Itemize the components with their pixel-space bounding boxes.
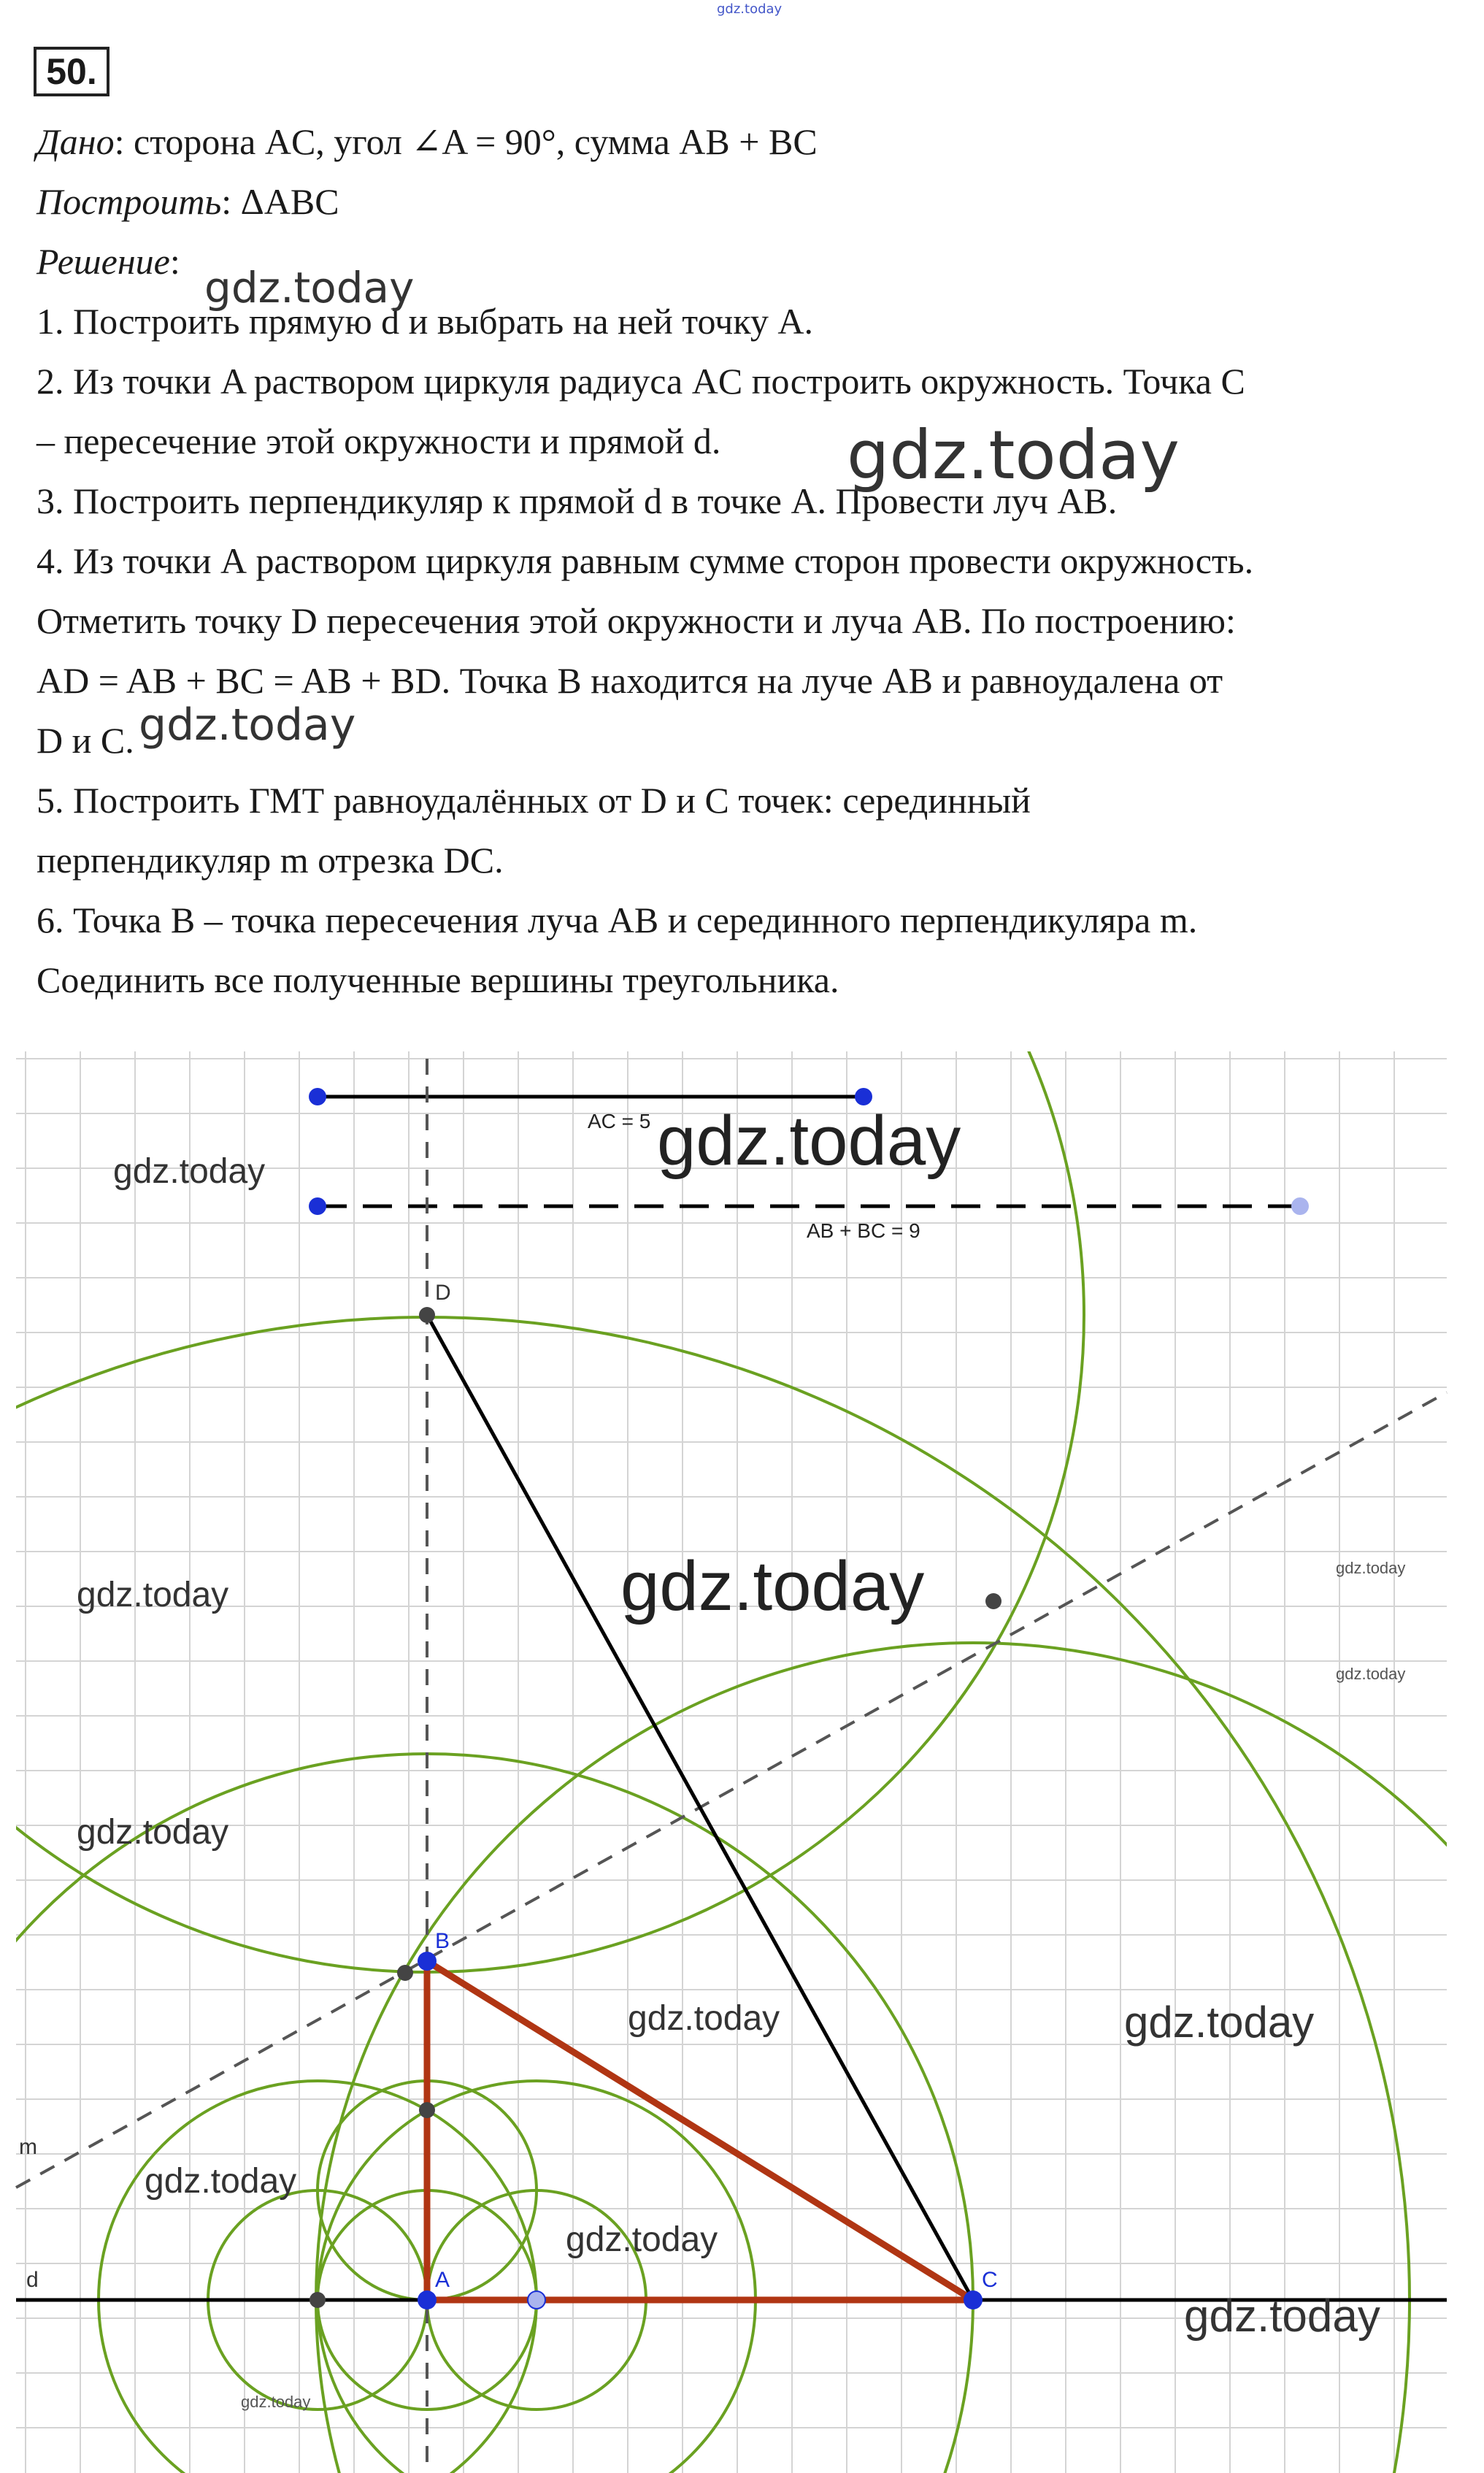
watermark: gdz.today: [1336, 1665, 1406, 1683]
label-c: C: [982, 2268, 998, 2292]
construction-figure: [0, 1051, 1484, 2473]
construct-label: Построить: [36, 181, 222, 222]
label-d: D: [435, 1281, 451, 1305]
label-a: A: [435, 2268, 450, 2292]
step-line: 3. Построить перпендикуляр к прямой d в точке A. Провести луч AB.: [36, 480, 1118, 521]
point-c: [964, 2290, 983, 2309]
segment-sum-label: AB + BC = 9: [807, 1219, 920, 1242]
point-left-on-d: [310, 2292, 326, 2308]
watermark: gdz.today: [847, 416, 1180, 494]
given-label: Дано: [36, 121, 115, 162]
point-d: [419, 1307, 435, 1323]
watermark: gdz.today: [1336, 1559, 1406, 1577]
watermark: gdz.today: [620, 1547, 925, 1625]
solution-line: [36, 241, 180, 282]
step-line: – пересечение этой окружности и прямой d.: [36, 421, 721, 461]
arc-circle-c: [316, 1643, 1484, 2473]
watermark: gdz.today: [657, 1102, 961, 1180]
point-small-circles-top: [419, 2102, 435, 2118]
label-line-m: m: [19, 2135, 37, 2159]
watermark: gdz.today: [566, 2220, 718, 2259]
segment-ac-label: AC = 5: [588, 1110, 651, 1132]
circle-ac-radius: [0, 1754, 973, 2473]
step-line: перпендикуляр m отрезка DC.: [36, 840, 504, 881]
point-intersection-left: [397, 1965, 413, 1981]
step-line: Отметить точку D пересечения этой окружности и луча AB. По построению:: [36, 600, 1236, 641]
watermark: gdz.today: [1124, 1998, 1315, 2047]
point-segment-sum-end: [1291, 1197, 1309, 1215]
watermark: gdz.today: [241, 2393, 311, 2411]
watermark: gdz.today: [113, 1152, 266, 1191]
watermark: gdz.today: [77, 1576, 229, 1614]
point-b: [418, 1952, 437, 1971]
watermark: gdz.today: [145, 2162, 297, 2201]
solution-colon: :: [169, 241, 180, 282]
point-segment-sum-start: [309, 1197, 326, 1215]
point-a: [418, 2290, 437, 2309]
step-line: AD = AB + BC = AB + BD. Точка B находится на луче AB и равноудалена от: [36, 660, 1223, 701]
watermark: gdz.today: [139, 699, 356, 751]
solution-label: Решение: [36, 241, 170, 282]
point-right-on-d: [528, 2291, 545, 2309]
step-line: 1. Построить прямую d и выбрать на ней точку A.: [36, 301, 814, 342]
construction-circles: [0, 1051, 1484, 2473]
grid: [16, 1051, 1447, 2473]
point-intersection-upper: [985, 1593, 1001, 1609]
step-line: D и C.: [36, 720, 134, 761]
construct-text: : ΔABC: [221, 181, 339, 222]
step-line: 2. Из точки A раствором циркуля радиуса AC построить окружность. Точка C: [36, 361, 1245, 402]
watermark-top: gdz.today: [717, 1, 783, 17]
step-line: 6. Точка B – точка пересечения луча AB и серединного перпендикуляра m.: [36, 900, 1198, 940]
watermark: gdz.today: [77, 1813, 229, 1852]
construct-line: [36, 181, 339, 222]
problem-number: 50.: [34, 47, 109, 96]
watermark: gdz.today: [628, 1999, 780, 2038]
label-b: B: [435, 1929, 450, 1953]
label-line-d: d: [26, 2268, 39, 2292]
given-line: [36, 121, 818, 162]
step-line: 5. Построить ГМТ равноудалённых от D и C точек: серединный: [36, 780, 1031, 821]
given-text: : сторона AC, угол ∠A = 90°, сумма AB + BC: [114, 121, 818, 162]
watermark: gdz.today: [204, 263, 415, 313]
step-line: 4. Из точки А раствором циркуля равным сумме сторон провести окружность.: [36, 540, 1254, 581]
watermark: gdz.today: [1184, 2291, 1380, 2342]
step-line: Соединить все полученные вершины треугольника.: [36, 959, 839, 1000]
point-segment-ac-start: [309, 1088, 326, 1105]
